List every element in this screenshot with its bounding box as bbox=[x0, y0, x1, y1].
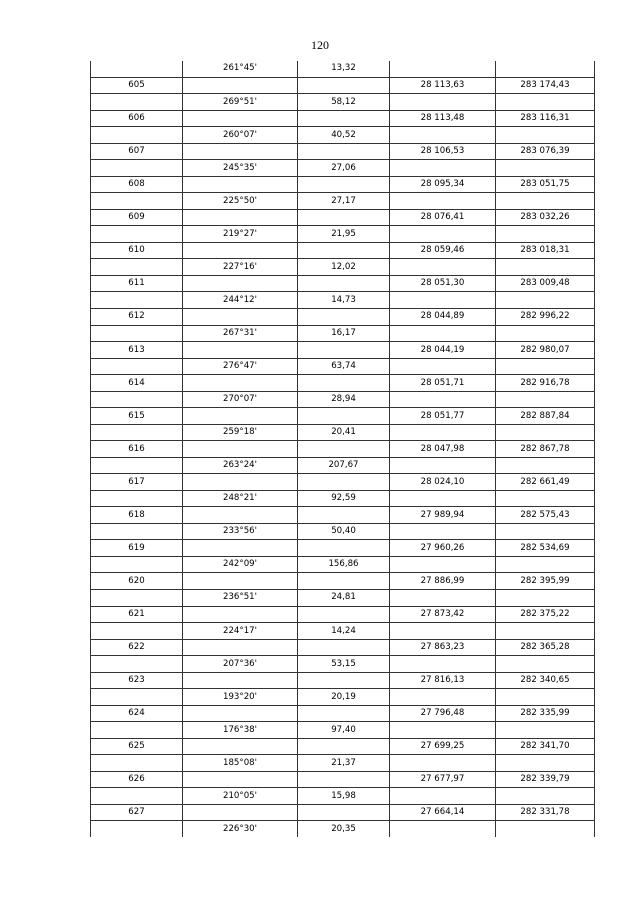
point-id-cell: 614 bbox=[91, 375, 183, 392]
y-coordinate-cell bbox=[496, 325, 595, 342]
x-coordinate-cell: 28 024,10 bbox=[390, 474, 496, 491]
angle-cell: 207°36' bbox=[183, 656, 298, 673]
length-cell: 16,17 bbox=[298, 325, 390, 342]
length-cell bbox=[298, 441, 390, 458]
table-row-segment bbox=[91, 292, 595, 309]
point-id-cell: 617 bbox=[91, 474, 183, 491]
length-cell bbox=[298, 606, 390, 623]
coordinates-table bbox=[90, 61, 595, 837]
y-coordinate-cell bbox=[496, 556, 595, 573]
point-id-cell: 620 bbox=[91, 573, 183, 590]
x-coordinate-cell: 28 044,19 bbox=[390, 342, 496, 359]
length-cell bbox=[298, 275, 390, 292]
angle-cell: 276°47' bbox=[183, 358, 298, 375]
length-cell bbox=[298, 209, 390, 226]
point-id-cell bbox=[91, 127, 183, 144]
y-coordinate-cell bbox=[496, 722, 595, 739]
x-coordinate-cell: 27 960,26 bbox=[390, 540, 496, 557]
angle-cell: 248°21' bbox=[183, 490, 298, 507]
length-cell: 58,12 bbox=[298, 94, 390, 111]
x-coordinate-cell bbox=[390, 259, 496, 276]
table-row-point bbox=[91, 143, 595, 160]
point-id-cell bbox=[91, 788, 183, 805]
point-id-cell: 609 bbox=[91, 209, 183, 226]
table-row-point bbox=[91, 573, 595, 590]
point-id-cell bbox=[91, 61, 183, 77]
table-row-segment bbox=[91, 523, 595, 540]
length-cell bbox=[298, 242, 390, 259]
x-coordinate-cell bbox=[390, 755, 496, 772]
table-row-segment bbox=[91, 226, 595, 243]
y-coordinate-cell: 282 887,84 bbox=[496, 408, 595, 425]
point-id-cell bbox=[91, 689, 183, 706]
angle-cell bbox=[183, 77, 298, 94]
y-coordinate-cell: 283 076,39 bbox=[496, 143, 595, 160]
y-coordinate-cell bbox=[496, 259, 595, 276]
table-row-segment bbox=[91, 61, 595, 77]
length-cell bbox=[298, 342, 390, 359]
length-cell bbox=[298, 705, 390, 722]
length-cell bbox=[298, 639, 390, 656]
angle-cell bbox=[183, 242, 298, 259]
point-id-cell bbox=[91, 821, 183, 837]
y-coordinate-cell bbox=[496, 127, 595, 144]
point-id-cell bbox=[91, 523, 183, 540]
length-cell: 20,41 bbox=[298, 424, 390, 441]
x-coordinate-cell: 28 095,34 bbox=[390, 176, 496, 193]
y-coordinate-cell: 282 867,78 bbox=[496, 441, 595, 458]
length-cell bbox=[298, 77, 390, 94]
angle-cell: 244°12' bbox=[183, 292, 298, 309]
x-coordinate-cell: 27 699,25 bbox=[390, 738, 496, 755]
table-row-point bbox=[91, 771, 595, 788]
table-row-point bbox=[91, 308, 595, 325]
point-id-cell: 611 bbox=[91, 275, 183, 292]
x-coordinate-cell bbox=[390, 61, 496, 77]
point-id-cell bbox=[91, 556, 183, 573]
angle-cell: 210°05' bbox=[183, 788, 298, 805]
y-coordinate-cell: 282 534,69 bbox=[496, 540, 595, 557]
point-id-cell bbox=[91, 358, 183, 375]
length-cell: 92,59 bbox=[298, 490, 390, 507]
x-coordinate-cell: 28 113,48 bbox=[390, 110, 496, 127]
y-coordinate-cell bbox=[496, 292, 595, 309]
table-row-point bbox=[91, 242, 595, 259]
length-cell: 97,40 bbox=[298, 722, 390, 739]
x-coordinate-cell bbox=[390, 226, 496, 243]
point-id-cell: 612 bbox=[91, 308, 183, 325]
y-coordinate-cell: 282 365,28 bbox=[496, 639, 595, 656]
x-coordinate-cell bbox=[390, 193, 496, 210]
angle-cell: 259°18' bbox=[183, 424, 298, 441]
point-id-cell bbox=[91, 424, 183, 441]
y-coordinate-cell: 283 174,43 bbox=[496, 77, 595, 94]
x-coordinate-cell bbox=[390, 490, 496, 507]
length-cell: 13,32 bbox=[298, 61, 390, 77]
y-coordinate-cell: 282 916,78 bbox=[496, 375, 595, 392]
angle-cell bbox=[183, 738, 298, 755]
table-row-segment bbox=[91, 590, 595, 607]
angle-cell: 225°50' bbox=[183, 193, 298, 210]
length-cell bbox=[298, 143, 390, 160]
length-cell bbox=[298, 176, 390, 193]
table-row-segment bbox=[91, 358, 595, 375]
x-coordinate-cell bbox=[390, 590, 496, 607]
x-coordinate-cell: 28 113,63 bbox=[390, 77, 496, 94]
angle-cell: 224°17' bbox=[183, 623, 298, 640]
y-coordinate-cell: 282 996,22 bbox=[496, 308, 595, 325]
y-coordinate-cell bbox=[496, 755, 595, 772]
x-coordinate-cell: 28 106,53 bbox=[390, 143, 496, 160]
length-cell: 21,95 bbox=[298, 226, 390, 243]
x-coordinate-cell: 28 059,46 bbox=[390, 242, 496, 259]
angle-cell bbox=[183, 639, 298, 656]
y-coordinate-cell bbox=[496, 623, 595, 640]
x-coordinate-cell bbox=[390, 424, 496, 441]
angle-cell: 245°35' bbox=[183, 160, 298, 177]
y-coordinate-cell bbox=[496, 457, 595, 474]
table-row-point bbox=[91, 209, 595, 226]
point-id-cell: 621 bbox=[91, 606, 183, 623]
point-id-cell bbox=[91, 656, 183, 673]
y-coordinate-cell: 283 051,75 bbox=[496, 176, 595, 193]
x-coordinate-cell bbox=[390, 358, 496, 375]
length-cell: 21,37 bbox=[298, 755, 390, 772]
point-id-cell bbox=[91, 590, 183, 607]
point-id-cell: 615 bbox=[91, 408, 183, 425]
x-coordinate-cell: 27 664,14 bbox=[390, 804, 496, 821]
angle-cell bbox=[183, 342, 298, 359]
table-row-point bbox=[91, 639, 595, 656]
table-row-segment bbox=[91, 127, 595, 144]
y-coordinate-cell: 283 116,31 bbox=[496, 110, 595, 127]
point-id-cell: 618 bbox=[91, 507, 183, 524]
point-id-cell: 608 bbox=[91, 176, 183, 193]
x-coordinate-cell: 28 047,98 bbox=[390, 441, 496, 458]
table-row-segment bbox=[91, 160, 595, 177]
point-id-cell: 626 bbox=[91, 771, 183, 788]
length-cell bbox=[298, 474, 390, 491]
length-cell: 27,17 bbox=[298, 193, 390, 210]
angle-cell: 227°16' bbox=[183, 259, 298, 276]
point-id-cell bbox=[91, 722, 183, 739]
y-coordinate-cell: 282 335,99 bbox=[496, 705, 595, 722]
angle-cell: 185°08' bbox=[183, 755, 298, 772]
x-coordinate-cell: 28 051,71 bbox=[390, 375, 496, 392]
y-coordinate-cell: 283 018,31 bbox=[496, 242, 595, 259]
x-coordinate-cell bbox=[390, 325, 496, 342]
y-coordinate-cell bbox=[496, 656, 595, 673]
x-coordinate-cell bbox=[390, 457, 496, 474]
table-row-point bbox=[91, 375, 595, 392]
length-cell bbox=[298, 672, 390, 689]
table-row-segment bbox=[91, 689, 595, 706]
table-row-segment bbox=[91, 325, 595, 342]
y-coordinate-cell bbox=[496, 821, 595, 837]
length-cell: 12,02 bbox=[298, 259, 390, 276]
table-row-segment bbox=[91, 259, 595, 276]
angle-cell: 236°51' bbox=[183, 590, 298, 607]
y-coordinate-cell bbox=[496, 358, 595, 375]
angle-cell: 219°27' bbox=[183, 226, 298, 243]
x-coordinate-cell: 27 796,48 bbox=[390, 705, 496, 722]
table-row-point bbox=[91, 474, 595, 491]
length-cell: 28,94 bbox=[298, 391, 390, 408]
point-id-cell bbox=[91, 391, 183, 408]
table-row-segment bbox=[91, 755, 595, 772]
table-row-point bbox=[91, 606, 595, 623]
angle-cell bbox=[183, 705, 298, 722]
x-coordinate-cell bbox=[390, 94, 496, 111]
point-id-cell bbox=[91, 292, 183, 309]
length-cell: 156,86 bbox=[298, 556, 390, 573]
table-row-point bbox=[91, 275, 595, 292]
length-cell: 14,24 bbox=[298, 623, 390, 640]
angle-cell: 226°30' bbox=[183, 821, 298, 837]
angle-cell bbox=[183, 209, 298, 226]
x-coordinate-cell: 27 816,13 bbox=[390, 672, 496, 689]
y-coordinate-cell bbox=[496, 590, 595, 607]
angle-cell: 193°20' bbox=[183, 689, 298, 706]
y-coordinate-cell bbox=[496, 193, 595, 210]
length-cell bbox=[298, 804, 390, 821]
table-row-point bbox=[91, 672, 595, 689]
table-row-point bbox=[91, 441, 595, 458]
point-id-cell: 613 bbox=[91, 342, 183, 359]
x-coordinate-cell: 27 989,94 bbox=[390, 507, 496, 524]
angle-cell: 233°56' bbox=[183, 523, 298, 540]
angle-cell: 263°24' bbox=[183, 457, 298, 474]
x-coordinate-cell: 28 076,41 bbox=[390, 209, 496, 226]
length-cell bbox=[298, 771, 390, 788]
point-id-cell bbox=[91, 755, 183, 772]
angle-cell bbox=[183, 540, 298, 557]
angle-cell: 269°51' bbox=[183, 94, 298, 111]
x-coordinate-cell: 28 044,89 bbox=[390, 308, 496, 325]
angle-cell bbox=[183, 110, 298, 127]
table-row-segment bbox=[91, 193, 595, 210]
x-coordinate-cell bbox=[390, 656, 496, 673]
table-row-point bbox=[91, 342, 595, 359]
x-coordinate-cell: 28 051,30 bbox=[390, 275, 496, 292]
length-cell: 15,98 bbox=[298, 788, 390, 805]
point-id-cell bbox=[91, 623, 183, 640]
x-coordinate-cell: 28 051,77 bbox=[390, 408, 496, 425]
x-coordinate-cell bbox=[390, 292, 496, 309]
point-id-cell: 606 bbox=[91, 110, 183, 127]
length-cell bbox=[298, 408, 390, 425]
length-cell: 27,06 bbox=[298, 160, 390, 177]
point-id-cell: 627 bbox=[91, 804, 183, 821]
y-coordinate-cell bbox=[496, 391, 595, 408]
page-number: 120 bbox=[311, 38, 329, 52]
angle-cell: 261°45' bbox=[183, 61, 298, 77]
y-coordinate-cell: 283 009,48 bbox=[496, 275, 595, 292]
length-cell bbox=[298, 110, 390, 127]
angle-cell bbox=[183, 275, 298, 292]
angle-cell bbox=[183, 474, 298, 491]
table-row-segment bbox=[91, 623, 595, 640]
angle-cell bbox=[183, 804, 298, 821]
x-coordinate-cell bbox=[390, 821, 496, 837]
table-row-point bbox=[91, 110, 595, 127]
angle-cell: 242°09' bbox=[183, 556, 298, 573]
point-id-cell bbox=[91, 325, 183, 342]
table-row-segment bbox=[91, 821, 595, 837]
table-row-point bbox=[91, 77, 595, 94]
table-row-point bbox=[91, 705, 595, 722]
angle-cell: 270°07' bbox=[183, 391, 298, 408]
angle-cell bbox=[183, 308, 298, 325]
length-cell bbox=[298, 540, 390, 557]
angle-cell bbox=[183, 771, 298, 788]
coordinates-table-body bbox=[91, 61, 595, 837]
y-coordinate-cell bbox=[496, 160, 595, 177]
angle-cell bbox=[183, 573, 298, 590]
y-coordinate-cell: 282 661,49 bbox=[496, 474, 595, 491]
angle-cell bbox=[183, 375, 298, 392]
x-coordinate-cell bbox=[390, 623, 496, 640]
angle-cell bbox=[183, 441, 298, 458]
point-id-cell bbox=[91, 457, 183, 474]
table-row-segment bbox=[91, 94, 595, 111]
length-cell bbox=[298, 738, 390, 755]
angle-cell bbox=[183, 176, 298, 193]
y-coordinate-cell bbox=[496, 61, 595, 77]
table-row-segment bbox=[91, 490, 595, 507]
table-row-point bbox=[91, 738, 595, 755]
x-coordinate-cell bbox=[390, 523, 496, 540]
point-id-cell: 619 bbox=[91, 540, 183, 557]
x-coordinate-cell: 27 886,99 bbox=[390, 573, 496, 590]
table-row-segment bbox=[91, 457, 595, 474]
y-coordinate-cell: 282 331,78 bbox=[496, 804, 595, 821]
x-coordinate-cell bbox=[390, 788, 496, 805]
length-cell: 24,81 bbox=[298, 590, 390, 607]
point-id-cell bbox=[91, 160, 183, 177]
length-cell: 20,35 bbox=[298, 821, 390, 837]
y-coordinate-cell: 282 339,79 bbox=[496, 771, 595, 788]
length-cell: 63,74 bbox=[298, 358, 390, 375]
y-coordinate-cell bbox=[496, 523, 595, 540]
length-cell: 14,73 bbox=[298, 292, 390, 309]
y-coordinate-cell bbox=[496, 490, 595, 507]
length-cell bbox=[298, 308, 390, 325]
angle-cell: 267°31' bbox=[183, 325, 298, 342]
x-coordinate-cell bbox=[390, 556, 496, 573]
point-id-cell: 616 bbox=[91, 441, 183, 458]
angle-cell bbox=[183, 408, 298, 425]
table-row-segment bbox=[91, 788, 595, 805]
point-id-cell: 625 bbox=[91, 738, 183, 755]
table-row-segment bbox=[91, 391, 595, 408]
point-id-cell: 624 bbox=[91, 705, 183, 722]
point-id-cell: 623 bbox=[91, 672, 183, 689]
table-row-segment bbox=[91, 424, 595, 441]
angle-cell: 176°38' bbox=[183, 722, 298, 739]
point-id-cell bbox=[91, 259, 183, 276]
table-row-point bbox=[91, 540, 595, 557]
point-id-cell: 607 bbox=[91, 143, 183, 160]
length-cell: 40,52 bbox=[298, 127, 390, 144]
y-coordinate-cell bbox=[496, 94, 595, 111]
angle-cell: 260°07' bbox=[183, 127, 298, 144]
angle-cell bbox=[183, 606, 298, 623]
x-coordinate-cell bbox=[390, 689, 496, 706]
length-cell: 53,15 bbox=[298, 656, 390, 673]
length-cell bbox=[298, 573, 390, 590]
angle-cell bbox=[183, 672, 298, 689]
table-row-point bbox=[91, 507, 595, 524]
y-coordinate-cell bbox=[496, 424, 595, 441]
point-id-cell bbox=[91, 94, 183, 111]
length-cell bbox=[298, 507, 390, 524]
y-coordinate-cell: 282 340,65 bbox=[496, 672, 595, 689]
angle-cell bbox=[183, 143, 298, 160]
length-cell: 50,40 bbox=[298, 523, 390, 540]
y-coordinate-cell: 282 575,43 bbox=[496, 507, 595, 524]
x-coordinate-cell: 27 873,42 bbox=[390, 606, 496, 623]
point-id-cell bbox=[91, 490, 183, 507]
x-coordinate-cell bbox=[390, 160, 496, 177]
x-coordinate-cell: 27 863,23 bbox=[390, 639, 496, 656]
table-row-point bbox=[91, 804, 595, 821]
table-row-segment bbox=[91, 656, 595, 673]
y-coordinate-cell: 282 980,07 bbox=[496, 342, 595, 359]
length-cell: 207,67 bbox=[298, 457, 390, 474]
point-id-cell: 605 bbox=[91, 77, 183, 94]
x-coordinate-cell bbox=[390, 722, 496, 739]
x-coordinate-cell bbox=[390, 391, 496, 408]
table-row-point bbox=[91, 176, 595, 193]
y-coordinate-cell: 282 395,99 bbox=[496, 573, 595, 590]
point-id-cell: 622 bbox=[91, 639, 183, 656]
point-id-cell: 610 bbox=[91, 242, 183, 259]
x-coordinate-cell bbox=[390, 127, 496, 144]
y-coordinate-cell bbox=[496, 226, 595, 243]
y-coordinate-cell: 282 341,70 bbox=[496, 738, 595, 755]
length-cell bbox=[298, 375, 390, 392]
point-id-cell bbox=[91, 193, 183, 210]
y-coordinate-cell: 282 375,22 bbox=[496, 606, 595, 623]
table-row-segment bbox=[91, 556, 595, 573]
table-row-segment bbox=[91, 722, 595, 739]
point-id-cell bbox=[91, 226, 183, 243]
length-cell: 20,19 bbox=[298, 689, 390, 706]
table-row-point bbox=[91, 408, 595, 425]
y-coordinate-cell bbox=[496, 788, 595, 805]
x-coordinate-cell: 27 677,97 bbox=[390, 771, 496, 788]
y-coordinate-cell: 283 032,26 bbox=[496, 209, 595, 226]
y-coordinate-cell bbox=[496, 689, 595, 706]
angle-cell bbox=[183, 507, 298, 524]
